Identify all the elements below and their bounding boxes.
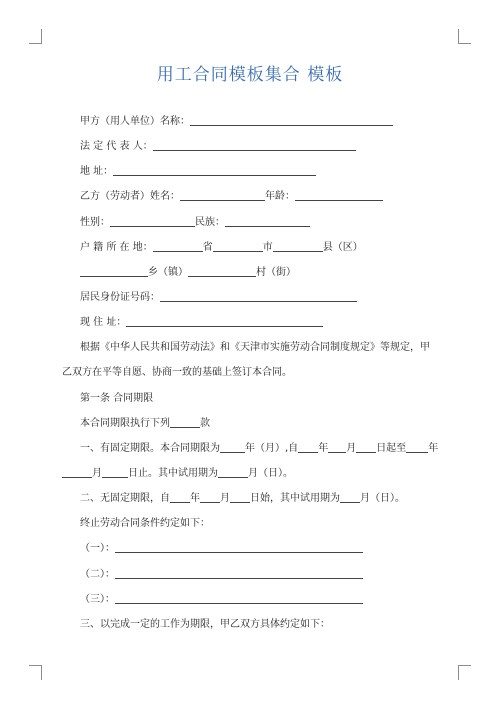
blank-line xyxy=(115,593,363,604)
township-village-line xyxy=(80,260,460,285)
party-a-name-line xyxy=(80,109,460,134)
blank-line xyxy=(213,241,263,252)
id-number-line xyxy=(80,285,460,310)
legal-representative-line xyxy=(80,134,460,159)
blank-line xyxy=(170,492,190,503)
fixed-term-text: 年 xyxy=(318,442,329,454)
province-label: 省 xyxy=(202,241,213,253)
term-choice-before: 本合同期限执行下列 xyxy=(80,417,170,429)
ethnicity-label: 民族： xyxy=(195,216,225,228)
term-choice-after: 款 xyxy=(200,417,210,429)
open-term-text: 月（日）。 xyxy=(360,493,405,505)
party-b-age-label: 年龄： xyxy=(265,191,295,203)
term-choice-line xyxy=(80,411,460,436)
fixed-term-text: 年 xyxy=(428,442,439,454)
task-term-line: 三、以完成一定的工作为期限，甲乙双方具体约定如下： xyxy=(80,618,330,630)
fixed-term-text: 月 xyxy=(346,442,357,454)
blank-line xyxy=(200,492,220,503)
city-label: 市 xyxy=(262,241,273,253)
blank-line xyxy=(115,542,363,553)
fixed-term-text: 日止。其中试用期为 xyxy=(128,467,218,479)
open-term-text: 日始，其中试用期为 xyxy=(250,493,340,505)
blank-line xyxy=(356,442,376,453)
gender-label: 性别： xyxy=(80,216,110,228)
termination-heading: 终止劳动合同条件约定如下： xyxy=(80,518,210,530)
village-label: 村（街） xyxy=(256,266,296,278)
blank-line xyxy=(230,492,250,503)
blank-line xyxy=(220,442,245,453)
open-term-text: 二、无固定期限，自 xyxy=(80,493,170,505)
blank-line xyxy=(188,266,256,277)
fixed-term-line-1 xyxy=(80,436,460,461)
id-number-label: 居民身份证号码： xyxy=(80,291,160,303)
crop-mark-bottom-left xyxy=(29,665,42,680)
address-label: 地 址： xyxy=(80,166,114,178)
household-registration-label: 户 籍 所 在 地： xyxy=(80,241,153,253)
blank-line xyxy=(115,568,363,579)
fixed-term-text: 月（日）。 xyxy=(248,467,293,479)
termination-item-1 xyxy=(80,536,460,561)
open-term-line xyxy=(80,486,460,511)
document-title: 用工合同模板集合 模板 xyxy=(156,65,344,85)
party-b-line xyxy=(80,184,460,209)
blank-line xyxy=(126,316,323,327)
open-term-text: 年 xyxy=(190,493,200,505)
document-body xyxy=(62,109,460,637)
fixed-term-text: 月 xyxy=(92,467,102,479)
termination-item-3 xyxy=(80,587,460,612)
blank-line xyxy=(295,190,383,201)
termination-item-label: （二）： xyxy=(80,568,115,580)
preamble-line-2: 乙双方在平等自愿、协商一致的基础上签订本合同。 xyxy=(62,367,292,379)
address-line xyxy=(80,159,460,184)
fixed-term-text: 年（月）,自 xyxy=(245,442,299,454)
blank-line xyxy=(190,115,393,126)
fixed-term-text: 日起至 xyxy=(376,442,407,454)
termination-item-label: （一）： xyxy=(80,543,115,555)
blank-line xyxy=(225,216,310,227)
termination-item-label: （三）： xyxy=(80,593,115,605)
open-term-text: 月 xyxy=(220,493,230,505)
blank-line xyxy=(273,241,323,252)
legal-representative-label: 法 定 代 表 人： xyxy=(80,141,153,153)
blank-line xyxy=(153,140,356,151)
fixed-term-text: 一、有固定期限。本合同期限为 xyxy=(80,442,220,454)
blank-line xyxy=(406,442,428,453)
gender-ethnicity-line xyxy=(80,210,460,235)
blank-line xyxy=(180,190,265,201)
termination-item-2 xyxy=(80,562,460,587)
party-b-name-label: 乙方（劳动者）姓名： xyxy=(80,191,180,203)
current-address-label: 现 住 址： xyxy=(80,317,127,329)
party-a-name-label: 甲方（用人单位）名称： xyxy=(80,116,190,127)
blank-line xyxy=(153,241,203,252)
crop-mark-top-right xyxy=(458,29,471,44)
blank-line xyxy=(340,492,360,503)
current-address-line xyxy=(80,310,460,335)
blank-line xyxy=(328,442,346,453)
crop-mark-top-left xyxy=(29,29,42,44)
county-label: 县（区） xyxy=(322,241,363,253)
blank-line xyxy=(62,467,92,478)
blank-line xyxy=(298,442,318,453)
fixed-term-line-2 xyxy=(62,461,460,486)
blank-line xyxy=(170,417,200,428)
preamble-line-1: 根据《中华人民共和国劳动法》和《天津市实施劳动合同制度规定》等规定，甲 xyxy=(80,342,430,354)
article1-heading: 第一条 合同期限 xyxy=(80,392,154,404)
blank-line xyxy=(218,467,248,478)
blank-line xyxy=(110,216,195,227)
township-label: 乡（镇） xyxy=(148,266,188,278)
household-registration-line xyxy=(80,235,460,260)
crop-mark-bottom-right xyxy=(458,665,471,680)
blank-line xyxy=(80,266,148,277)
blank-line xyxy=(160,291,357,302)
blank-line xyxy=(113,165,316,176)
blank-line xyxy=(102,467,128,478)
